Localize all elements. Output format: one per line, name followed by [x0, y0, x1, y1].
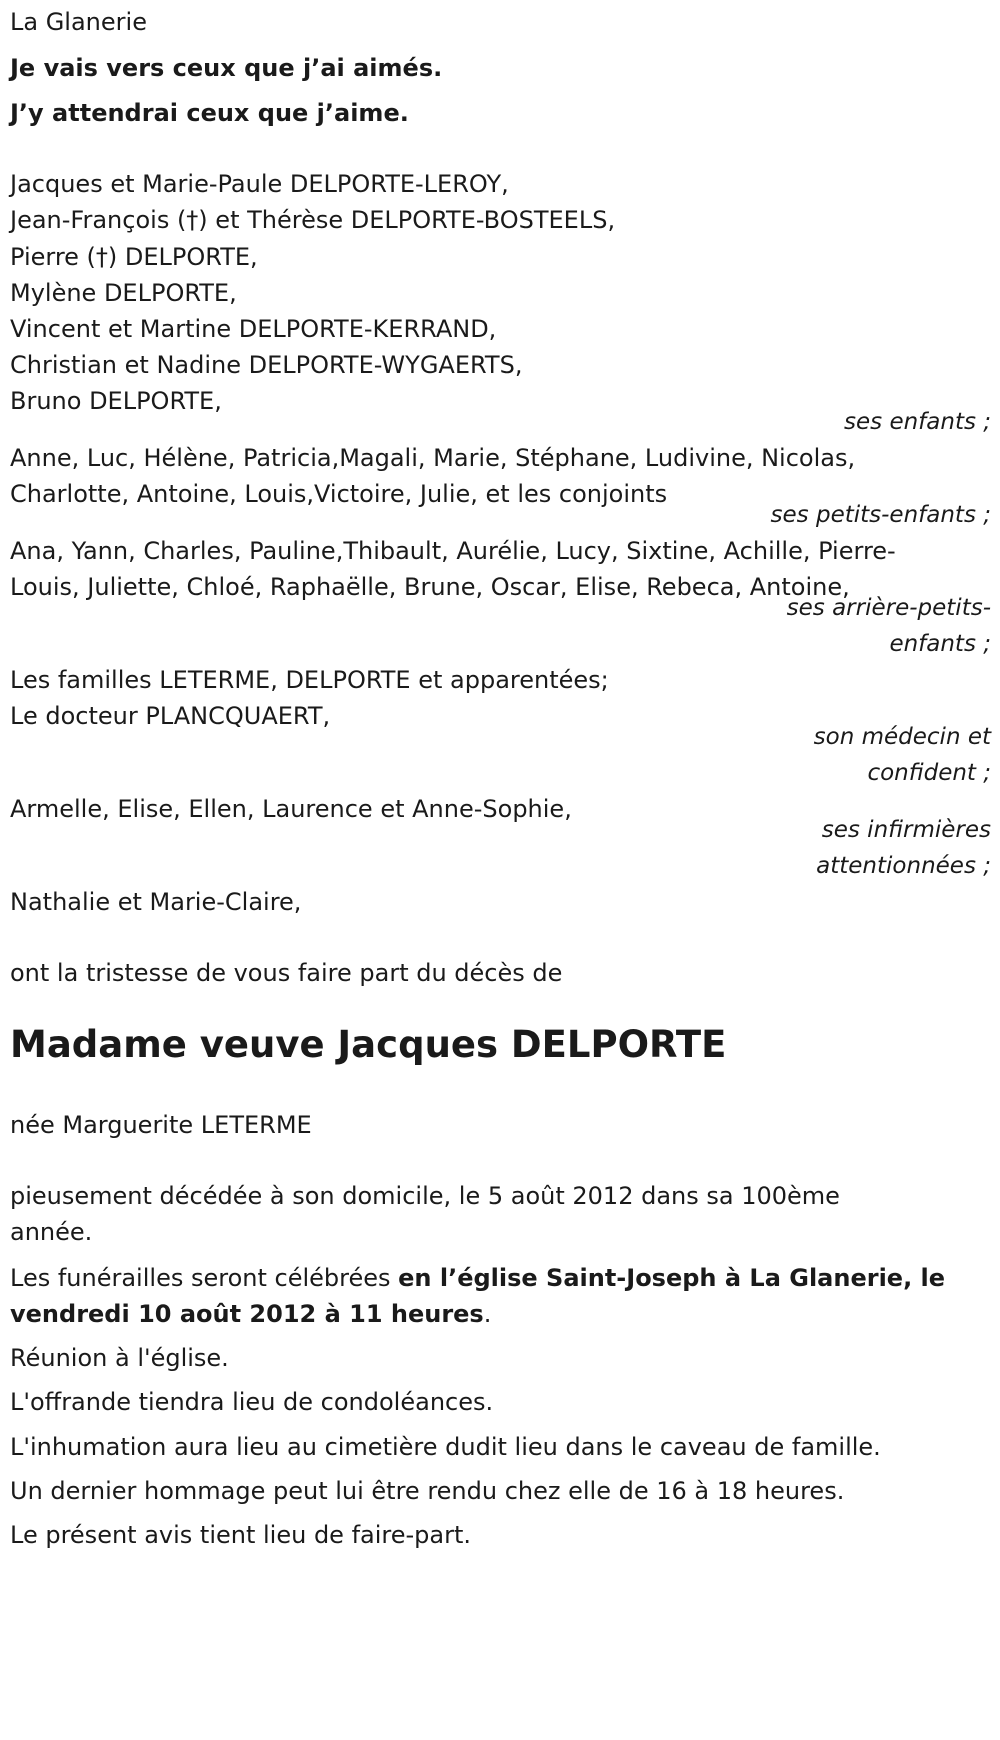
death-line: année.: [10, 1218, 93, 1246]
child-line: Pierre (†) DELPORTE,: [10, 243, 258, 271]
quote-line-2: J’y attendrai ceux que j’aime.: [10, 99, 409, 127]
great-grandchildren-label: enfants ;: [889, 631, 991, 657]
child-line: Jacques et Marie-Paule DELPORTE-LEROY,: [10, 170, 509, 198]
note-line: Réunion à l'église.: [10, 1344, 229, 1372]
child-line: Vincent et Martine DELPORTE-KERRAND,: [10, 315, 497, 343]
note-line: Un dernier hommage peut lui être rendu chez elle de 16 à 18 heures.: [10, 1477, 845, 1505]
grandchildren-label: ses petits-enfants ;: [770, 502, 991, 528]
birth-name: née Marguerite LETERME: [10, 1111, 312, 1139]
funeral-location: en l’église Saint-Joseph à La Glanerie, le: [398, 1264, 946, 1292]
nurses-label: attentionnées ;: [816, 853, 991, 879]
deceased-name: Madame veuve Jacques DELPORTE: [10, 1023, 727, 1066]
child-line: Christian et Nadine DELPORTE-WYGAERTS,: [10, 351, 523, 379]
grandchildren-line: Anne, Luc, Hélène, Patricia,Magali, Marie, Stéphane, Ludivine, Nicolas,: [10, 444, 856, 472]
grandchildren-line: Charlotte, Antoine, Louis,Victoire, Julie, et les conjoints: [10, 480, 668, 508]
doctor-label: son médecin et: [813, 724, 991, 750]
death-line: pieusement décédée à son domicile, le 5 août 2012 dans sa 100ème: [10, 1182, 840, 1210]
quote-line-1: Je vais vers ceux que j’ai aimés.: [10, 54, 443, 82]
funeral-prefix: Les funérailles seront célébrées: [10, 1264, 399, 1292]
child-line: Bruno DELPORTE,: [10, 387, 222, 415]
child-line: Jean-François (†) et Thérèse DELPORTE-BOSTEELS,: [10, 206, 616, 234]
nurses-label: ses infirmières: [821, 817, 991, 843]
child-line: Mylène DELPORTE,: [10, 279, 237, 307]
funeral-date: vendredi 10 août 2012 à 11 heures: [10, 1300, 484, 1328]
great-grandchildren-line: Ana, Yann, Charles, Pauline,Thibault, Aurélie, Lucy, Sixtine, Achille, Pierre-: [10, 537, 896, 565]
others-line: Nathalie et Marie-Claire,: [10, 888, 302, 916]
great-grandchildren-line: Louis, Juliette, Chloé, Raphaëlle, Brune, Oscar, Elise, Rebeca, Antoine,: [10, 573, 850, 601]
children-label: ses enfants ;: [844, 409, 991, 435]
great-grandchildren-label: ses arrière-petits-: [786, 595, 991, 621]
note-line: L'inhumation aura lieu au cimetière dudit lieu dans le caveau de famille.: [10, 1433, 881, 1461]
funeral-line-2: [10, 1294, 491, 1334]
doctor-line: Le docteur PLANCQUAERT,: [10, 702, 331, 730]
families-line: Les familles LETERME, DELPORTE et apparentées;: [10, 666, 609, 694]
note-line: L'offrande tiendra lieu de condoléances.: [10, 1388, 494, 1416]
doctor-label: confident ;: [867, 760, 991, 786]
funeral-suffix: .: [483, 1300, 492, 1328]
announce-line: ont la tristesse de vous faire part du décès de: [10, 959, 563, 987]
nurses-line: Armelle, Elise, Ellen, Laurence et Anne-Sophie,: [10, 795, 572, 823]
place-name: La Glanerie: [10, 8, 147, 36]
note-line: Le présent avis tient lieu de faire-part.: [10, 1521, 472, 1549]
funeral-line-1: [10, 1258, 945, 1298]
